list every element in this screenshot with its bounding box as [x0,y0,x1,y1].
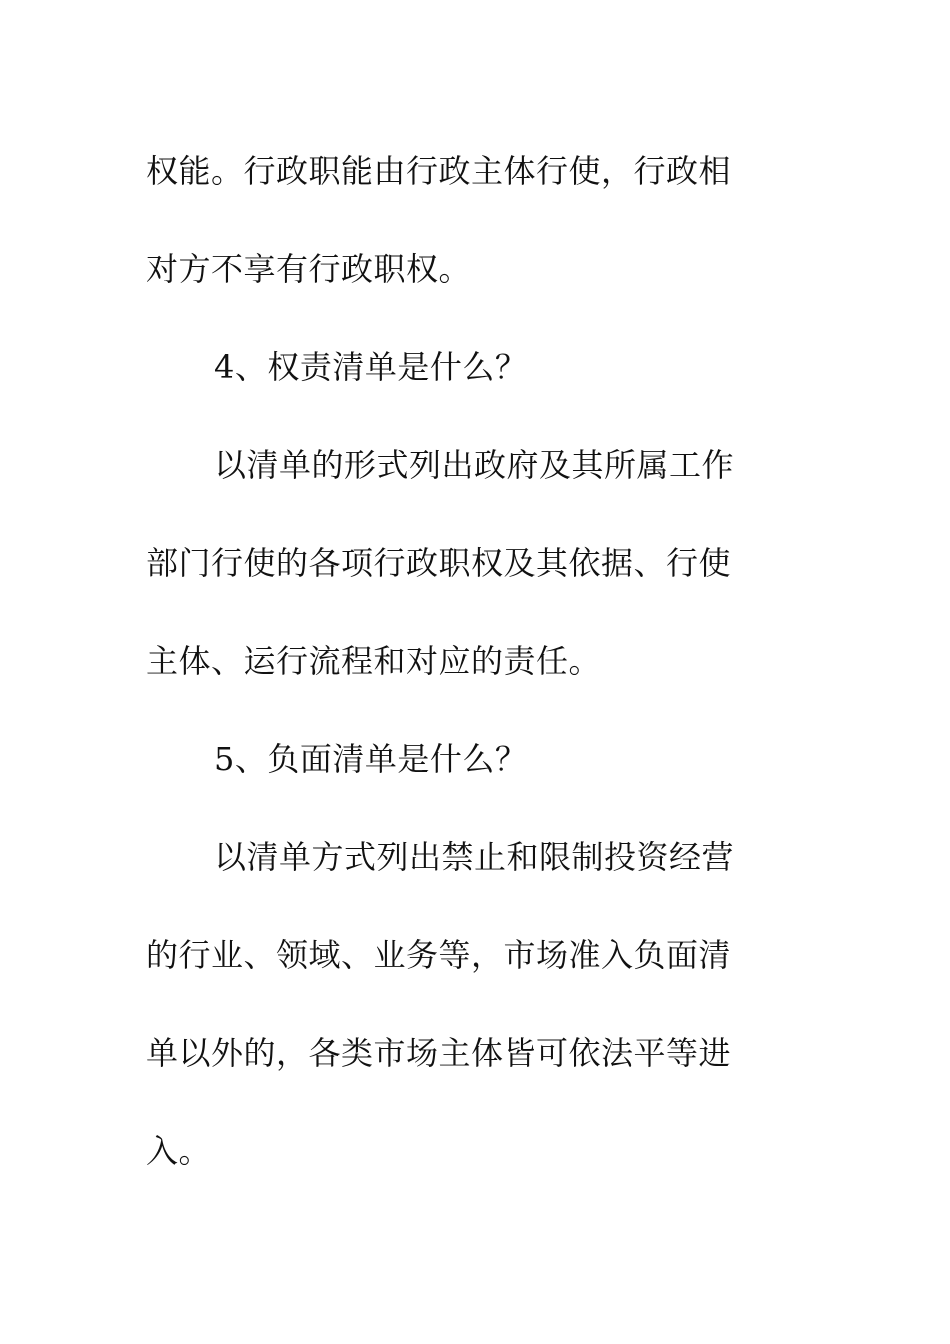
heading-question-4 [146,318,786,416]
text-line: 权能。行政职能由行政主体行使，行政相 [146,152,732,190]
paragraph-continued [146,122,786,318]
text-line: 以清单的形式列出政府及其所属工作 [214,446,735,484]
heading-line: 4、权责清单是什么？ [214,348,528,386]
paragraph-power-responsibility-list [146,416,786,710]
text-line: 的行业、领域、业务等，市场准入负面清 [146,936,732,974]
text-line: 对方不享有行政职权。 [146,250,472,288]
text-line: 入。 [146,1132,212,1170]
text-line: 部门行使的各项行政职权及其依据、行使 [146,544,732,582]
text-line: 以清单方式列出禁止和限制投资经营 [214,838,735,876]
heading-question-5 [146,710,786,808]
text-line: 单以外的，各类市场主体皆可依法平等进 [146,1034,732,1072]
paragraph-negative-list [146,808,786,1200]
heading-line: 5、负面清单是什么？ [214,740,528,778]
document-body [146,122,786,1200]
text-line: 主体、运行流程和对应的责任。 [146,642,602,680]
